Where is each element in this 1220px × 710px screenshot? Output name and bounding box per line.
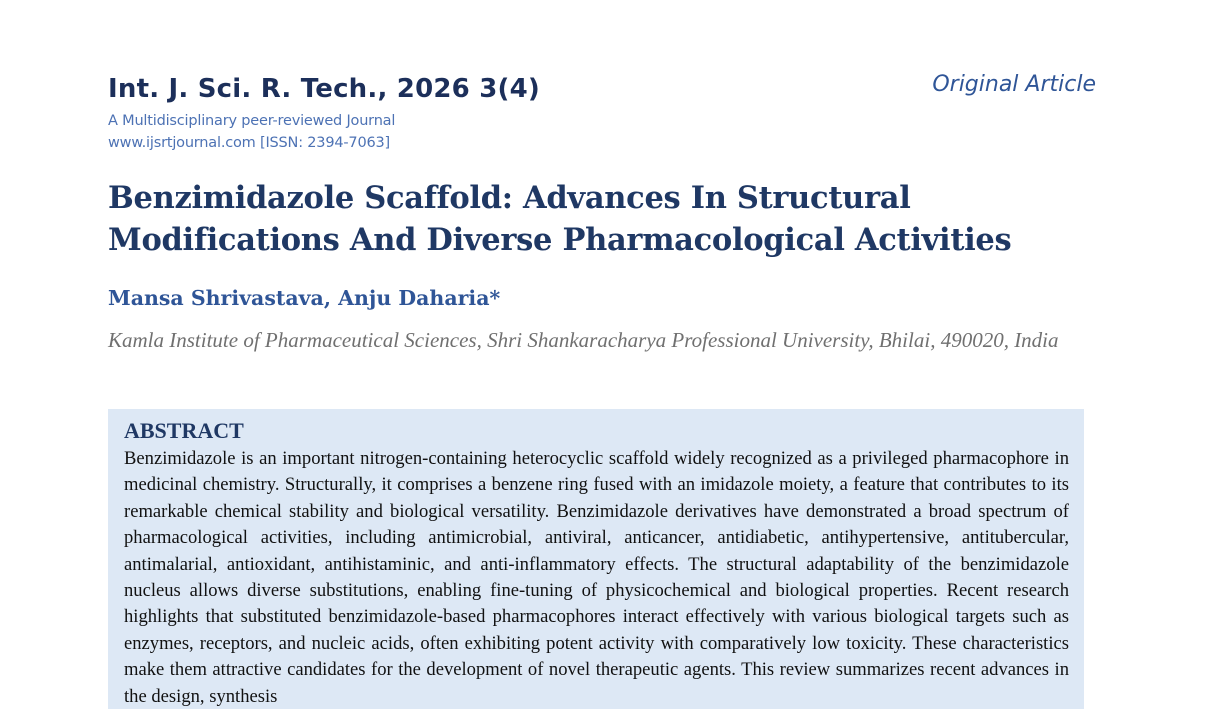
article-title: Benzimidazole Scaffold: Advances In Structural Modifications And Diverse Pharmacological Activities	[108, 180, 1012, 258]
abstract-section	[108, 409, 1084, 709]
article-authors: Mansa Shrivastava, Anju Daharia*	[108, 286, 501, 310]
journal-website: www.ijsrtjournal.com [ISSN: 2394-7063]	[108, 135, 390, 151]
abstract-text: Benzimidazole is an important nitrogen-containing heterocyclic scaffold widely recognized as a privileged pharmacophore in medicinal chemistry. Structurally, it comprises a benzene ring fused with an imidazole moiety, a feature that contributes to its remarkable chemical stability and biological versatility. Benzimidazole derivatives have demonstrated a broad spectrum of pharmacological activities, including antimicrobial, antiviral, anticancer, antidiabetic, antihypertensive, antitubercular, antimalarial, antioxidant, antihistaminic, and anti-inflammatory effects. The structural adaptability of the benzimidazole nucleus allows diverse substitutions, enabling fine-tuning of physicochemical and biological properties. Recent research highlights that substituted benzimidazole-based pharmacophores interact effectively with various biological targets such as enzymes, receptors, and nucleic acids, often exhibiting potent activity with comparatively low toxicity. These characteristics make them attractive candidates for the development of novel therapeutic agents. This review summarizes recent advances in the design, synthesis	[124, 448, 1069, 707]
abstract-heading: ABSTRACT	[124, 418, 244, 443]
article-type-label: Original Article	[932, 72, 1096, 97]
journal-tagline: A Multidisciplinary peer-reviewed Journal	[108, 113, 396, 129]
journal-name: Int. J. Sci. R. Tech., 2026 3(4)	[108, 74, 540, 104]
article-affiliation: Kamla Institute of Pharmaceutical Sciences, Shri Shankaracharya Professional University, Bhilai, 490020, India	[108, 328, 1059, 352]
